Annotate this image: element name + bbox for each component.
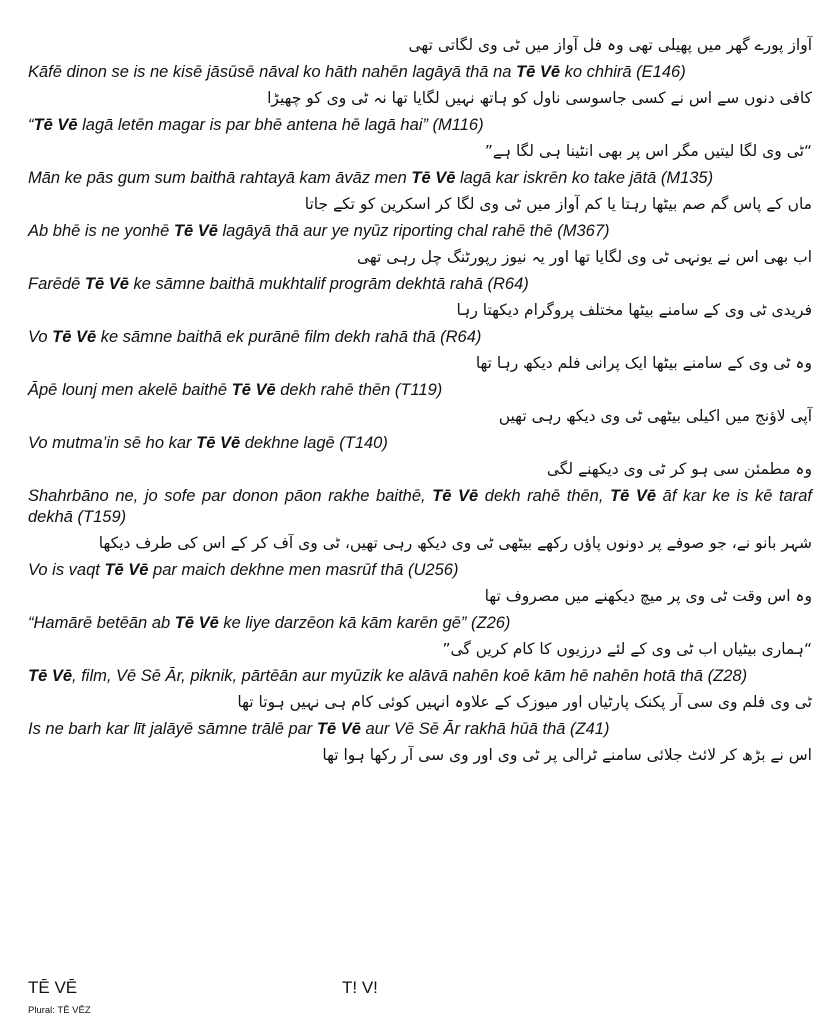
urdu-sentence: ماں کے پاس گم صم بیٹھا رہتا یا کم آواز میں ٹی وی لگا کر اسکرین کو تکے جاتا bbox=[304, 195, 812, 213]
text-segment: ke sāmne baithā mukhtalif progrām dekhtā rahā (R64) bbox=[128, 275, 529, 293]
example-entry bbox=[28, 115, 812, 162]
urdu-sentence: وہ مطمئن سی ہو کر ٹی وی دیکھنے لگی bbox=[546, 460, 812, 478]
transliteration-line bbox=[28, 168, 812, 189]
text-segment: Vo bbox=[28, 328, 53, 346]
text-segment: lagā kar iskrēn ko take jātā (M135) bbox=[455, 169, 714, 187]
keyword: Tē Vē bbox=[33, 116, 78, 134]
english-gloss: T! V! bbox=[342, 978, 378, 997]
urdu-sentence: فریدی ٹی وی کے سامنے بیٹھا مختلف پروگرام دیکھتا رہا bbox=[456, 301, 812, 319]
text-segment: dekh rahē thēn (T119) bbox=[275, 381, 443, 399]
keyword: Tē Vē bbox=[610, 487, 657, 505]
text-segment: lagā letēn magar is par bhē antena hē lagā hai” (M116) bbox=[77, 116, 484, 134]
keyword: Tē Vē bbox=[196, 434, 241, 452]
example-entry bbox=[28, 486, 812, 554]
text-segment: ke sāmne baithā ek purānē film dekh rahā thā (R64) bbox=[96, 328, 482, 346]
text-segment: ko chhirā (E146) bbox=[560, 63, 686, 81]
transliteration-line bbox=[28, 560, 812, 581]
text-segment: Shahrbāno ne, jo sofe par donon pāon rakhe baithē, bbox=[28, 487, 433, 505]
urdu-sentence: کافی دنوں سے اس نے کسی جاسوسی ناول کو ہاتھ نہیں لگایا تھا نہ ٹی وی کو چھیڑا bbox=[267, 89, 812, 107]
text-segment: ke liye darzēon kā kām karēn gē” (Z26) bbox=[218, 614, 511, 632]
example-entry bbox=[28, 560, 812, 607]
text-segment: Ab bhē is ne yonhē bbox=[28, 222, 174, 240]
keyword: Tē Vē bbox=[411, 169, 456, 187]
keyword: Tē Vē bbox=[84, 275, 129, 293]
keyword: Tē Vē bbox=[174, 614, 219, 632]
keyword: Tē Vē bbox=[173, 222, 218, 240]
urdu-sentence: اس نے بڑھ کر لائٹ جلائی سامنے ٹرالی پر ٹی وی اور وی سی آر رکھا ہوا تھا bbox=[322, 746, 812, 764]
plural-form: Plural: TĒ VĒZ bbox=[28, 1005, 91, 1016]
example-entry bbox=[28, 274, 812, 321]
urdu-sentence: آپی لاؤنج میں اکیلی بیٹھی ٹی وی دیکھ رہی تھیں bbox=[498, 407, 812, 425]
example-entry bbox=[28, 666, 812, 713]
urdu-sentence: “ٹی وی لگا لیتیں مگر اس پر بھی انٹینا ہی لگا ہے” bbox=[484, 142, 812, 160]
example-entry bbox=[28, 719, 812, 766]
text-segment: par maich dekhne men masrūf thā (U256) bbox=[148, 561, 459, 579]
transliteration-line bbox=[28, 486, 812, 528]
keyword: Tē Vē bbox=[28, 667, 73, 685]
urdu-sentence: اب بھی اس نے یونہی ٹی وی لگایا تھا اور یہ نیوز رپورٹنگ چل رہی تھی bbox=[356, 248, 812, 266]
keyword: Tē Vē bbox=[516, 63, 561, 81]
transliteration-line bbox=[28, 719, 812, 740]
transliteration-line bbox=[28, 433, 812, 454]
text-segment: dekh rahē thēn, bbox=[478, 487, 611, 505]
text-segment: Kāfē dinon se is ne kisē jāsūsē nāval ko hāth nahēn lagāyā thā na bbox=[28, 63, 517, 81]
text-segment: āf kar ke is kē taraf dekhā (T159) bbox=[28, 487, 813, 526]
text-segment: Farēdē bbox=[28, 275, 85, 293]
transliteration-line bbox=[28, 115, 812, 136]
text-segment: Āpē lounj men akelē baithē bbox=[28, 381, 232, 399]
transliteration-line bbox=[28, 221, 812, 242]
urdu-sentence: ٹی وی فلم وی سی آر پکنک پارٹیاں اور میوزک کے علاوہ انہیں کوئی کام ہی نہیں ہوتا تھا bbox=[237, 693, 812, 711]
keyword: Tē Vē bbox=[231, 381, 276, 399]
urdu-sentence: وہ ٹی وی کے سامنے بیٹھا ایک پرانی فلم دیکھ رہا تھا bbox=[475, 354, 812, 372]
keyword: Tē Vē bbox=[316, 720, 361, 738]
transliteration-line bbox=[28, 327, 812, 348]
urdu-sentence: شہر بانو نے، جو صوفے پر دونوں پاؤں رکھے بیٹھی ٹی وی دیکھ رہی تھیں، ٹی وی آف کر کے اس کی طرف دیکھا bbox=[98, 534, 812, 552]
transliteration-line bbox=[28, 380, 812, 401]
example-entry bbox=[28, 62, 812, 109]
text-segment: “Hamārē betēān ab bbox=[28, 614, 175, 632]
text-segment: “ bbox=[28, 116, 34, 134]
text-segment: dekhne lagē (T140) bbox=[240, 434, 388, 452]
transliteration-line bbox=[28, 274, 812, 295]
urdu-sentence: وہ اس وقت ٹی وی پر میچ دیکھنے میں مصروف تھا bbox=[484, 587, 812, 605]
example-entry bbox=[28, 433, 812, 480]
example-entry bbox=[28, 380, 812, 427]
text-segment: Is ne barh kar līt jalāyē sāmne trālē par bbox=[28, 720, 317, 738]
urdu-sentence: “ہماری بیٹیاں اب ٹی وی کے لئے درزیوں کا کام کریں گی” bbox=[442, 640, 812, 658]
text-segment: lagāyā thā aur ye nyūz riporting chal rahē thē (M367) bbox=[217, 222, 610, 240]
text-segment: , film, Vē Sē Ār, piknik, pārtēān aur myūzik ke alāvā nahēn koē kām hē nahēn hotā thā (Z28) bbox=[72, 667, 748, 685]
text-segment: Vo is vaqt bbox=[28, 561, 105, 579]
transliteration-line bbox=[28, 613, 812, 634]
headword: TĒ VĒ bbox=[28, 978, 78, 997]
transliteration-line bbox=[28, 666, 812, 687]
document-body bbox=[28, 30, 812, 772]
keyword: Tē Vē bbox=[432, 487, 479, 505]
example-entry bbox=[28, 613, 812, 660]
example-entry bbox=[28, 168, 812, 215]
example-entry bbox=[28, 221, 812, 268]
keyword: Tē Vē bbox=[104, 561, 149, 579]
text-segment: Vo mutma’in sē ho kar bbox=[28, 434, 197, 452]
text-segment: aur Vē Sē Ār rakhā hūā thā (Z41) bbox=[360, 720, 610, 738]
transliteration-line bbox=[28, 62, 812, 83]
example-entry bbox=[28, 327, 812, 374]
text-segment: Mān ke pās gum sum baithā rahtayā kam āvāz men bbox=[28, 169, 412, 187]
urdu-sentence: آواز پورے گھر میں پھیلی تھی وہ فل آواز میں ٹی وی لگاتی تھی bbox=[408, 36, 812, 54]
entry-list bbox=[28, 62, 812, 766]
keyword: Tē Vē bbox=[52, 328, 97, 346]
